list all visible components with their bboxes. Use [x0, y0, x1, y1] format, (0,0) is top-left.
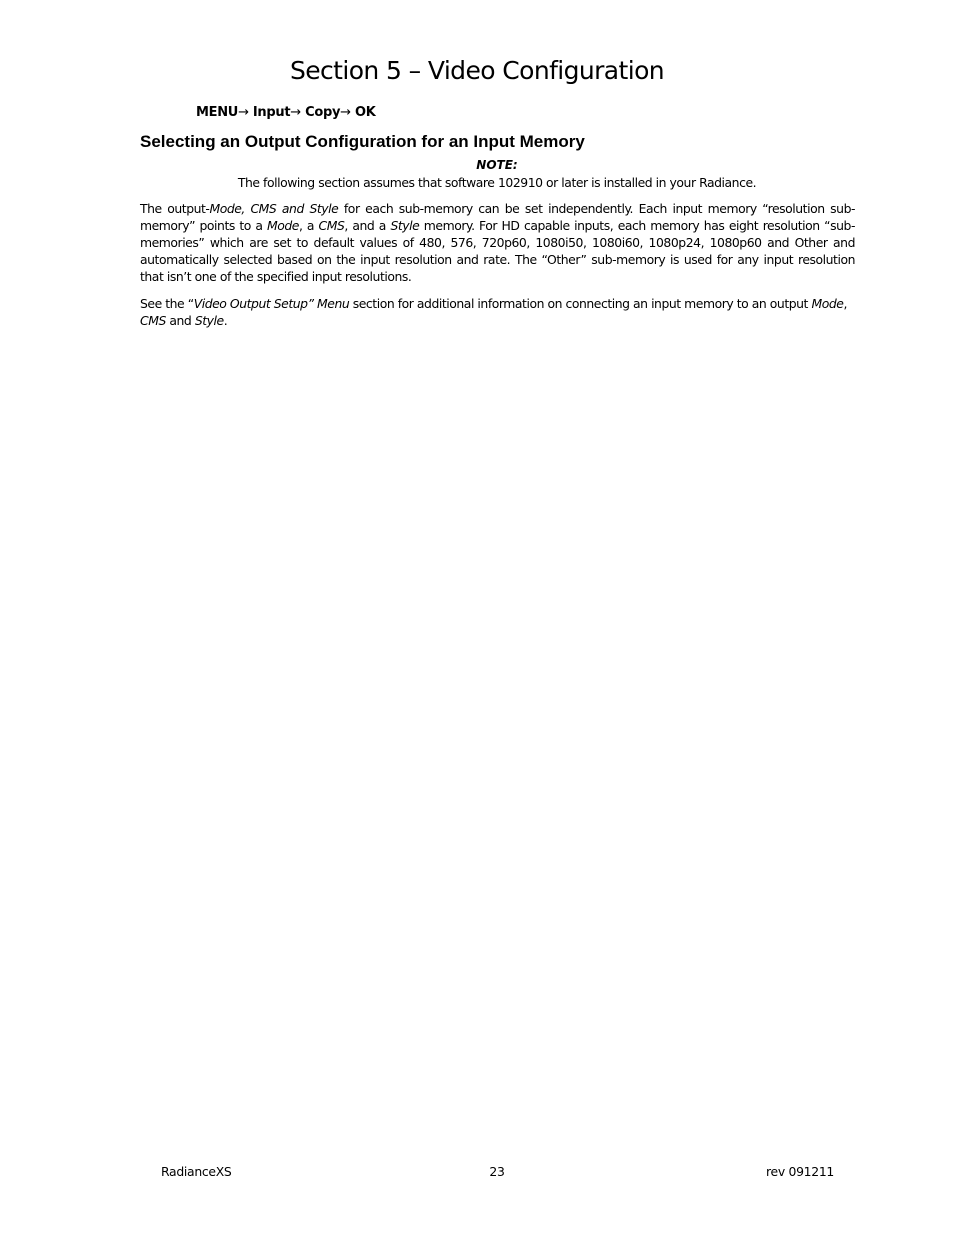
menu-path-item-input: Input [252, 105, 291, 120]
text-run: . [223, 313, 228, 328]
menu-path-item-menu: MENU [196, 105, 239, 120]
page-title: Section 5 – Video Configuration [289, 56, 665, 85]
body-paragraph [140, 295, 855, 329]
italic-term: CMS [140, 313, 166, 328]
text-run: memory. For HD capable inputs, each memory has eight resolution “sub-memories” which are set to default values of 480, 576, 720p60, 1080i50, 1080i60, 1080p24, 1080p60 and Other and automatically selected based on the input resolution and rate. The “Other” sub-memory is used for any input resolution that isn’t one of the specified input resolutions. [140, 218, 855, 284]
text-run: The output- [140, 201, 210, 216]
menu-path-arrow-icon: → [340, 105, 351, 120]
menu-path [196, 104, 376, 121]
footer-page-number: 23 [489, 1164, 505, 1179]
note-label: NOTE: [476, 158, 518, 172]
text-run: and [165, 313, 195, 328]
menu-path-item-copy: Copy [305, 105, 341, 120]
italic-term: Mode [266, 218, 299, 233]
italic-term: Style [390, 218, 420, 233]
menu-path-item-ok: OK [354, 105, 376, 120]
menu-path-arrow-icon: → [290, 105, 301, 120]
text-run: section for additional information on connecting an input memory to an output [349, 296, 812, 311]
text-run: , a [298, 218, 319, 233]
body-paragraph [140, 200, 855, 285]
text-run: , [843, 296, 847, 311]
italic-term: CMS [318, 218, 345, 233]
italic-term: Mode, CMS and Style [209, 201, 339, 216]
note-text: The following section assumes that software 102910 or later is installed in your Radiance. [237, 175, 757, 190]
menu-path-arrow-icon: → [238, 105, 249, 120]
text-run: for each sub-memory can be set independently. Each input memory “resolution sub-memory” points to a [140, 201, 856, 233]
italic-term: Mode [811, 296, 844, 311]
section-heading: Selecting an Output Configuration for an Input Memory [140, 132, 585, 151]
menu-reference: Video Output Setup” Menu [193, 296, 350, 311]
text-run: , and a [344, 218, 391, 233]
text-run: See the “ [140, 296, 194, 311]
italic-term: Style [194, 313, 224, 328]
footer-revision: rev 091211 [765, 1164, 834, 1179]
footer-product-name: RadianceXS [161, 1164, 232, 1179]
